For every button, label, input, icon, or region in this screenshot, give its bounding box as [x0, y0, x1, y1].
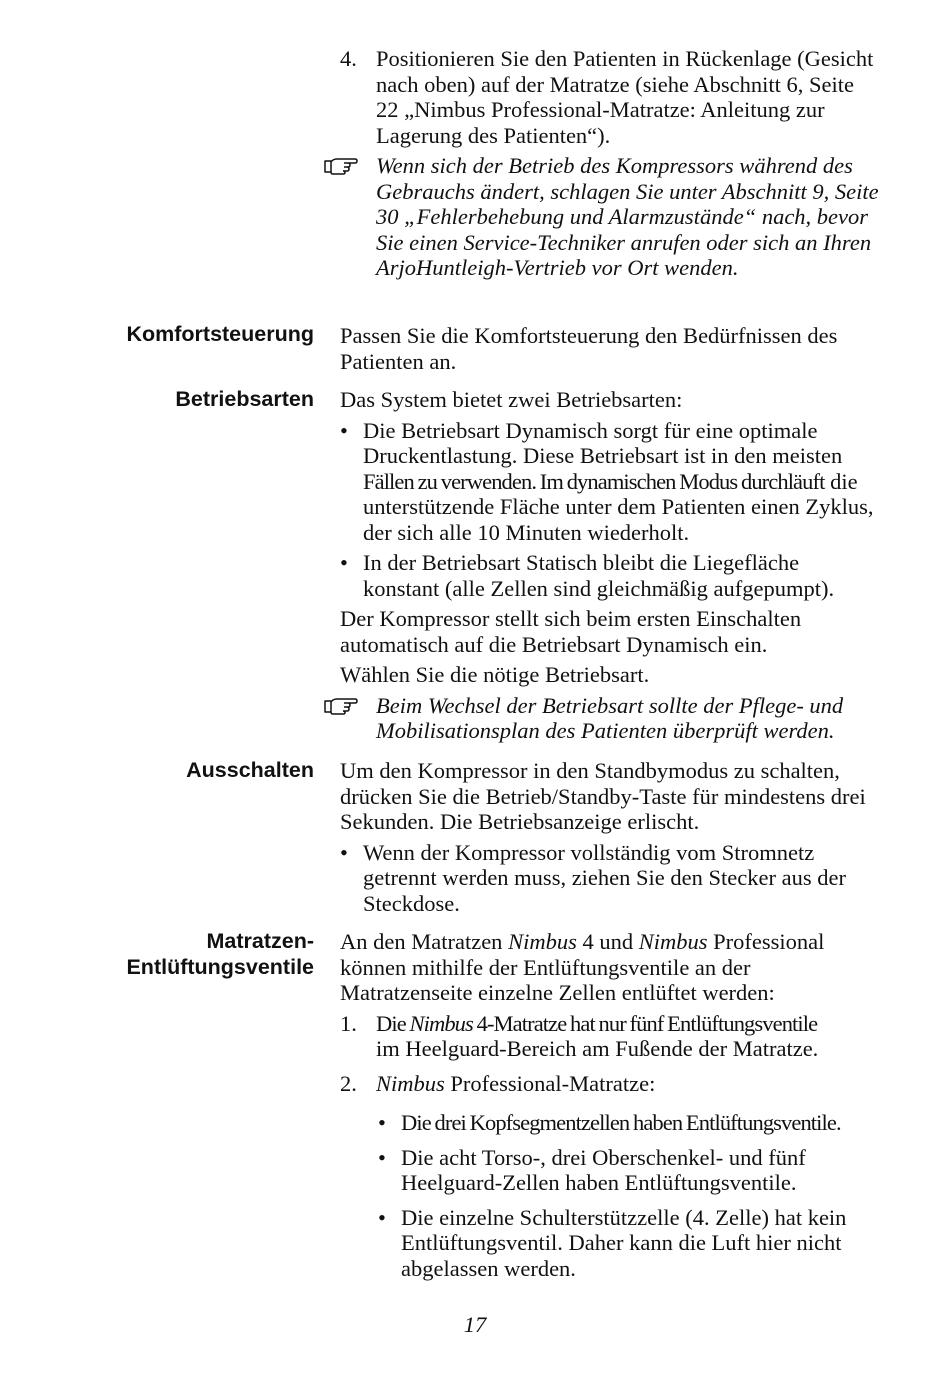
heading-line-1: Matratzen- [206, 929, 314, 953]
bullet-marker: • [378, 1144, 386, 1170]
subbullet-kopfsegment [340, 1110, 880, 1136]
betriebsarten-section [340, 387, 880, 744]
bullet-marker: • [340, 550, 348, 575]
bullet-text: Wenn der Kompressor vollständig vom Stromnetz getrennt werden muss, ziehen Sie den Stecker aus der Steckdose. [363, 839, 846, 916]
text-run: Die [376, 1010, 410, 1036]
ausschalten-text: Um den Kompressor in den Standbymodus zu schalten, drücken Sie die Betrieb/Standby-Taste für mindestens drei Sekunden. Die Betriebsanzeige erlischt. [340, 758, 866, 834]
bullet-text-condensed: Die drei Kopfsegmentzellen haben Entlüftungsventile. [401, 1110, 841, 1135]
heading-ausschalten: Ausschalten [186, 758, 314, 782]
subbullet-schulter [340, 1205, 880, 1282]
text-run: 4 und [576, 929, 639, 954]
komfort-text: Passen Sie die Komfortsteuerung den Bedürfnissen des Patienten an. [340, 323, 838, 374]
bullet-marker: • [378, 1204, 386, 1230]
text-run: Professional können mithilfe der Entlüftungsventile an der Matratzenseite einzelne Zellen entlüftet werden: [340, 929, 825, 1005]
bullet-stromnetz [340, 840, 880, 917]
text-run-italic: Nimbus [638, 929, 708, 954]
betriebsarten-para1: Der Kompressor stellt sich beim ersten Einschalten automatisch auf die Betriebsart Dynamisch ein. [340, 606, 802, 657]
item-text: im Heelguard-Bereich am Fußende der Matratze. [376, 1036, 819, 1061]
bullet-text: die unterstützende Fläche unter dem Patienten einen Zyklus, der sich alle 10 Minuten wiederholt. [363, 468, 874, 545]
bullet-marker: • [340, 417, 348, 443]
numbered-item-1 [340, 1011, 880, 1062]
item-number: 2. [340, 1070, 357, 1096]
text-run-italic: Nimbus [508, 929, 577, 954]
bullet-marker: • [340, 839, 348, 865]
bullet-text: In der Betriebsart Statisch bleibt die Liegefläche konstant (alle Zellen sind gleichmäßig aufgepumpt). [363, 550, 835, 601]
numbered-step-4 [340, 46, 880, 148]
step-4-section [340, 46, 880, 281]
bullet-dynamisch [340, 418, 880, 546]
text-run-italic: Nimbus [376, 1070, 445, 1096]
item-number: 1. [340, 1010, 357, 1036]
text-run: An den Matratzen [340, 929, 509, 954]
ventile-section [340, 929, 880, 1281]
text-run-italic: Nimbus [409, 1010, 473, 1036]
step-text: Positionieren Sie den Patienten in Rückenlage (Gesicht nach oben) auf der Matratze (siehe Abschnitt 6, Seite 22 „Nimbus Professional-Matratze: Anleitung zur Lagerung des Patienten“). [376, 46, 874, 148]
heading-entlueftungsventile [34, 928, 314, 980]
bullet-text: Die einzelne Schulterstützzelle (4. Zelle) hat kein Entlüftungsventil. Daher kann die Luft hier nicht abgelassen werden. [401, 1204, 847, 1281]
note-betriebsart-wechsel [340, 693, 880, 744]
item-text-condensed [376, 1011, 880, 1037]
bullet-marker: • [378, 1110, 386, 1135]
ausschalten-section [340, 758, 880, 916]
betriebsarten-para2: Wählen Sie die nötige Betriebsart. [340, 662, 650, 687]
komfort-section [340, 323, 880, 374]
page-number: 17 [463, 1312, 487, 1337]
pointing-hand-icon [324, 695, 358, 715]
heading-betriebsarten: Betriebsarten [175, 387, 314, 411]
bullet-text: Die acht Torso-, drei Oberschenkel- und fünf Heelguard-Zellen haben Entlüftungsventile. [401, 1144, 806, 1195]
betriebsarten-intro: Das System bietet zwei Betriebsarten: [340, 387, 683, 412]
subbullet-torso [340, 1145, 880, 1196]
text-run: Professional-Matratze: [444, 1070, 656, 1096]
pointing-hand-icon [324, 155, 358, 175]
note-text: Beim Wechsel der Betriebsart sollte der Pflege- und Mobilisationsplan des Patienten überprüft werden. [376, 692, 844, 743]
bullet-text-condensed: Fällen zu verwenden. Im dynamischen Modus durchläuft [363, 468, 825, 494]
step-number: 4. [340, 46, 357, 71]
bullet-text: Die Betriebsart Dynamisch sorgt für eine optimale Druckentlastung. Diese Betriebsart ist in den meisten [363, 417, 843, 468]
text-run: 4-Matratze hat nur fünf Entlüftungsventile [472, 1010, 818, 1036]
heading-line-2: Entlüftungsventile [126, 955, 314, 979]
bullet-statisch [340, 550, 880, 601]
note-troubleshooting [340, 153, 880, 281]
heading-komfortsteuerung: Komfortsteuerung [126, 322, 314, 346]
numbered-item-2 [340, 1071, 880, 1097]
ventile-intro [340, 929, 880, 1006]
note-text: Wenn sich der Betrieb des Kompressors während des Gebrauchs ändert, schlagen Sie unter Abschnitt 9, Seite 30 „Fehlerbehebung und Alarmzustände“ nach, bevor Sie einen Service-Techniker anrufen oder sich an Ihren ArjoHuntleigh-Vertrieb vor Ort wenden. [376, 153, 879, 280]
